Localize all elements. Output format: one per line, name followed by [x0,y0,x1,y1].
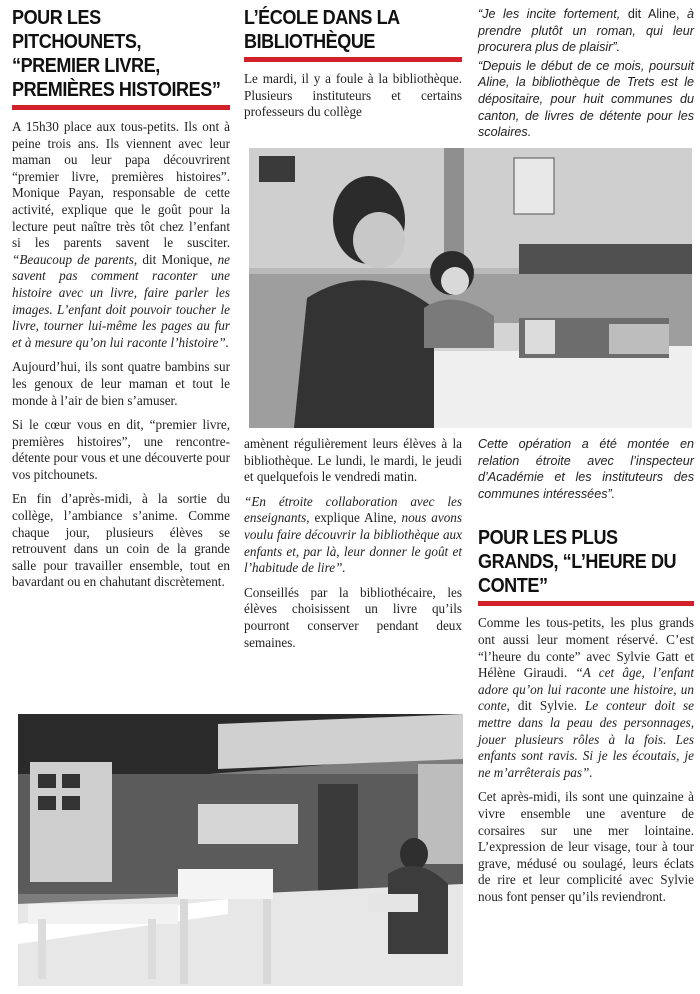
red-rule [244,57,462,62]
heading-conte: POUR LES PLUS GRANDS, “L’HEURE DU CONTE” [478,526,677,598]
paragraph: “Depuis le début de ce mois, poursuit Aline, la bibliothèque de Trets est le dépositaire, pour huit communes du canton, de livres de détente pour les scolaires. [478,58,694,140]
photo-library-interior-image [18,714,463,986]
photo-children-books-image [249,148,692,428]
paragraph: A 15h30 place aux tous-petits. Ils ont à peine trois ans. Ils viennent avec leur maman ou leur papa découvrirent “premier livre, premières histoires”. Monique Payan, responsable de cette activité, explique que le goût pour la lecture peut naître très tôt chez l’enfant si les parents savent le susciter. “Beaucoup de parents, dit Monique, ne savent pas comment raconter une histoire avec un livre, faire parler les images. L’enfant doit pouvoir toucher le livre, tourner lui-même les pages au fur et à mesure qu’on lui raconte l’histoire”. [12,119,231,350]
photo-library-interior [18,714,463,986]
column-conte [478,6,694,149]
paragraph: amènent régulièrement leurs élèves à la bibliothèque. Le lundi, le mardi, le jeudi et quelquefois le vendredi matin. [244,436,462,485]
photo-children-books [249,148,692,428]
paragraph: Cet après-midi, ils sont une quinzaine à vivre ensemble une aventure de corsaires sur une mer lointaine. L’expression de leur visage, tour à tour grave, médusé ou soulagé, leurs éclats de rire et leur complicité avec Sylvie nous font penser qu’ils reviendront. [478,789,694,904]
heading-ecole: L’ÉCOLE DANS LA BIBLIOTHÈQUE [244,6,400,53]
red-rule [12,105,230,110]
column-ecole [244,6,462,129]
paragraph: Cette opération a été montée en relation étroite avec l’inspecteur d’Académie et les instituteurs des communes intéressées”. [478,437,694,501]
heading-pitchounets: POUR LES PITCHOUNETS, “PREMIER LIVRE, PREMIÈRES HISTOIRES” [12,6,221,101]
paragraph: Aujourd’hui, ils sont quatre bambins sur les genoux de leur maman et tout le monde à l’air de bien s’amuser. [12,359,230,408]
column-conte-continued [478,436,694,913]
paragraph: Le mardi, il y a foule à la bibliothèque. Plusieurs instituteurs et certains professeurs du collège [244,71,462,120]
paragraph: Si le cœur vous en dit, “premier livre, premières histoires”, une rencontre-détente pour vous et une découverte pour vos pitchounets. [12,417,230,482]
paragraph: Comme les tous-petits, les plus grands ont aussi leur moment réservé. C’est “l’heure du conte” avec Sylvie Gatt et Hélène Giraudi. “A cet âge, l’enfant adore qu’on lui raconte une histoire, un conte, dit Sylvie. Le conteur doit se mettre dans la peau des personnages, jouer plusieurs rôles à la fois. Les enfants sont ravis. Si je les écoutais, je ne m’arrêterais pas”. [478,615,695,780]
paragraph: Conseillés par la bibliothécaire, les élèves choisissent un livre qu’ils pourront conserver pendant deux semaines. [244,584,462,650]
paragraph: “En étroite collaboration avec les enseignants, explique Aline, nous avons voulu faire découvrir la bibliothèque aux enfants et, par là, leur donner le goût et l’habitude de lire”. [244,493,463,576]
red-rule [478,601,694,606]
column-pitchounets [12,6,230,599]
column-ecole-continued [244,436,462,659]
paragraph: En fin d’après-midi, à la sortie du collège, l’ambiance s’anime. Comme chaque jour, plusieurs élèves se retrouvent dans un coin de la grande salle pour travailler ensemble, tout en bavardant ou en chahutant discrètement. [12,491,230,590]
paragraph: “Je les incite fortement, dit Aline, à prendre plutôt un roman, qui leur procurera plus de plaisir”. [478,7,694,55]
